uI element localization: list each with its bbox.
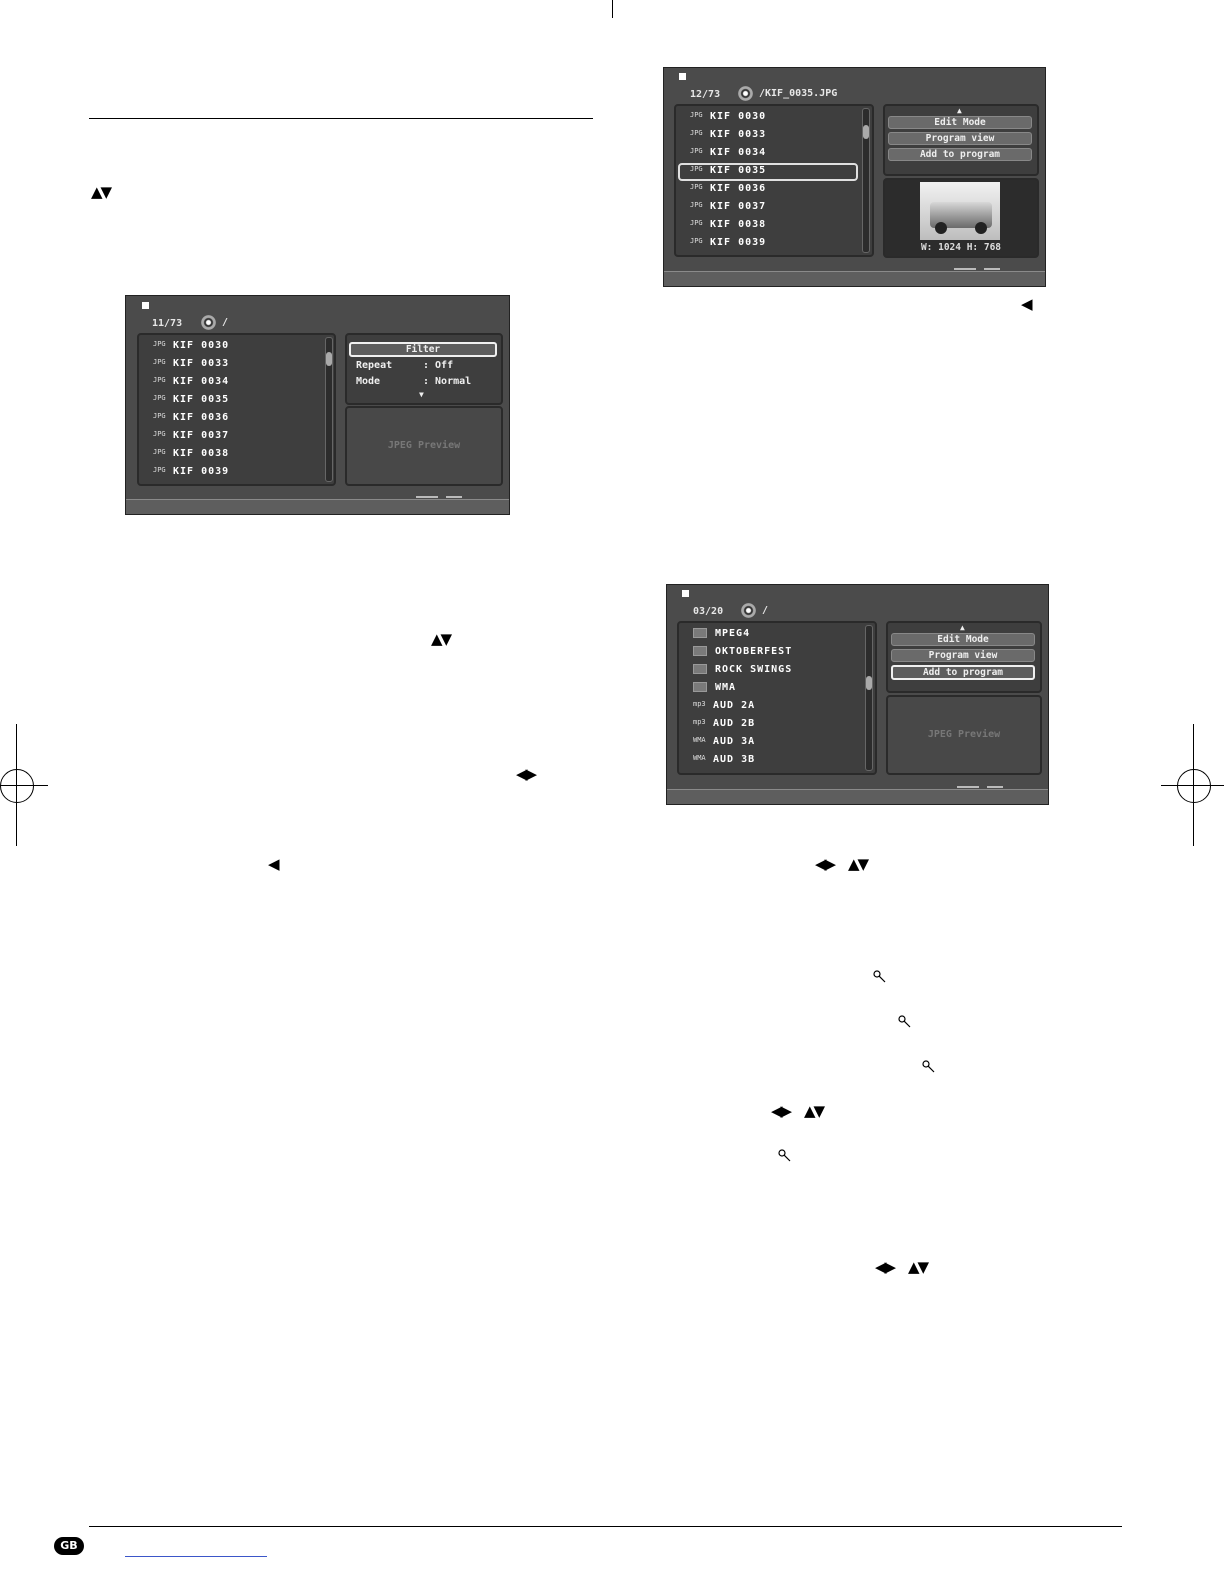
status-bar — [667, 789, 1048, 804]
up-down-arrows-icon: ▲▼ — [431, 630, 451, 648]
disc-icon — [741, 603, 756, 618]
status-bar — [126, 499, 509, 514]
file-row[interactable]: JPG KIF 0033 — [153, 358, 230, 369]
folder-row[interactable]: MPEG4 — [693, 628, 750, 642]
left-right-arrows-icon: ◀▶ — [875, 1258, 895, 1276]
stop-icon — [142, 302, 149, 309]
add-to-program-button[interactable]: Add to program — [891, 665, 1035, 680]
folder-row[interactable]: ROCK SWINGS — [693, 664, 792, 678]
left-right-arrows-icon: ◀▶ — [771, 1102, 791, 1120]
edit-menu — [886, 621, 1042, 693]
left-right-arrows-icon: ◀▶ — [516, 765, 536, 783]
crop-line-top — [612, 0, 613, 18]
stop-icon — [682, 590, 689, 597]
file-row[interactable]: JPG KIF 0035 — [153, 394, 230, 405]
file-list — [137, 333, 336, 486]
screenshot-jpeg-browser-filter — [125, 295, 510, 515]
zoom-icon — [921, 1059, 937, 1075]
current-path: / — [762, 605, 769, 616]
file-row[interactable]: JPG KIF 0039 — [153, 466, 230, 477]
preview-label: JPEG Preview — [927, 729, 1001, 740]
disc-icon — [738, 86, 753, 101]
filter-button[interactable]: Filter — [349, 342, 497, 357]
scroll-up-icon: ▲ — [960, 623, 965, 632]
screenshot-jpeg-edit-mode — [663, 67, 1046, 287]
mode-value[interactable]: : Normal — [423, 376, 472, 387]
scrollbar[interactable] — [865, 625, 873, 771]
photo-thumbnail — [920, 182, 1000, 240]
status-bar — [664, 271, 1045, 286]
up-down-arrows-icon: ▲▼ — [848, 855, 868, 873]
file-row[interactable]: WMA AUD 3B — [693, 754, 756, 765]
footer-rule — [89, 1526, 1122, 1527]
folder-icon — [693, 628, 707, 638]
file-list — [674, 104, 874, 257]
track-counter: 12/73 — [690, 89, 721, 100]
scrollbar[interactable] — [862, 108, 870, 253]
file-row[interactable]: JPG KIF 0034 — [153, 376, 230, 387]
jpeg-preview-panel — [886, 695, 1042, 775]
jpeg-preview-panel — [345, 406, 503, 486]
disc-icon — [201, 315, 216, 330]
file-list — [677, 621, 877, 775]
zoom-icon — [872, 969, 888, 985]
file-row-selected[interactable]: JPG KIF 0035 — [678, 163, 858, 181]
mode-label: Mode — [356, 376, 381, 387]
folder-row[interactable]: WMA — [693, 682, 736, 696]
file-row[interactable]: JPG KIF 0038 — [153, 448, 230, 459]
file-row[interactable]: JPG KIF 0038 — [690, 219, 767, 230]
folder-icon — [693, 682, 707, 692]
folder-icon — [693, 646, 707, 656]
screenshot-folder-browser — [666, 584, 1049, 805]
up-down-arrows-icon: ▲▼ — [91, 183, 111, 201]
track-counter: 03/20 — [693, 606, 724, 617]
scroll-up-icon: ▲ — [957, 106, 962, 115]
file-row[interactable]: JPG KIF 0030 — [690, 111, 767, 122]
file-row[interactable]: mp3 AUD 2B — [693, 718, 756, 729]
file-row[interactable]: JPG KIF 0037 — [153, 430, 230, 441]
left-right-arrows-icon: ◀▶ — [815, 855, 835, 873]
file-row[interactable]: JPG KIF 0037 — [690, 201, 767, 212]
add-to-program-button[interactable]: Add to program — [888, 148, 1032, 161]
footer-link-underline — [125, 1556, 267, 1557]
section-top-rule — [89, 118, 593, 119]
zoom-icon — [897, 1014, 913, 1030]
repeat-label: Repeat — [356, 360, 393, 371]
left-arrow-icon: ◀ — [1021, 295, 1031, 313]
current-path: / — [222, 317, 229, 328]
edit-mode-button[interactable]: Edit Mode — [891, 633, 1035, 646]
jpeg-preview-panel — [883, 178, 1039, 258]
edit-menu — [883, 104, 1039, 176]
up-down-arrows-icon: ▲▼ — [908, 1258, 928, 1276]
folder-icon — [693, 664, 707, 674]
program-view-button[interactable]: Program view — [891, 649, 1035, 662]
edit-mode-button[interactable]: Edit Mode — [888, 116, 1032, 129]
language-badge: GB — [54, 1537, 84, 1555]
preview-label: JPEG Preview — [387, 440, 461, 451]
track-counter: 11/73 — [152, 318, 183, 329]
file-row[interactable]: JPG KIF 0036 — [153, 412, 230, 423]
program-view-button[interactable]: Program view — [888, 132, 1032, 145]
current-path: /KIF_0035.JPG — [759, 88, 838, 99]
image-dimensions: W: 1024 H: 768 — [920, 242, 1002, 253]
scrollbar[interactable] — [325, 337, 333, 482]
file-row[interactable]: JPG KIF 0030 — [153, 340, 230, 351]
scroll-down-icon: ▼ — [419, 390, 424, 399]
zoom-icon — [777, 1148, 793, 1164]
up-down-arrows-icon: ▲▼ — [804, 1102, 824, 1120]
file-row[interactable]: JPG KIF 0036 — [690, 183, 767, 194]
file-row[interactable]: WMA AUD 3A — [693, 736, 756, 747]
file-row[interactable]: mp3 AUD 2A — [693, 700, 756, 711]
left-arrow-icon: ◀ — [268, 855, 278, 873]
folder-row[interactable]: OKTOBERFEST — [693, 646, 792, 660]
file-row[interactable]: JPG KIF 0039 — [690, 237, 767, 248]
file-row[interactable]: JPG KIF 0033 — [690, 129, 767, 140]
options-menu — [345, 333, 503, 405]
stop-icon — [679, 73, 686, 80]
repeat-value[interactable]: : Off — [423, 360, 454, 371]
file-row[interactable]: JPG KIF 0034 — [690, 147, 767, 158]
